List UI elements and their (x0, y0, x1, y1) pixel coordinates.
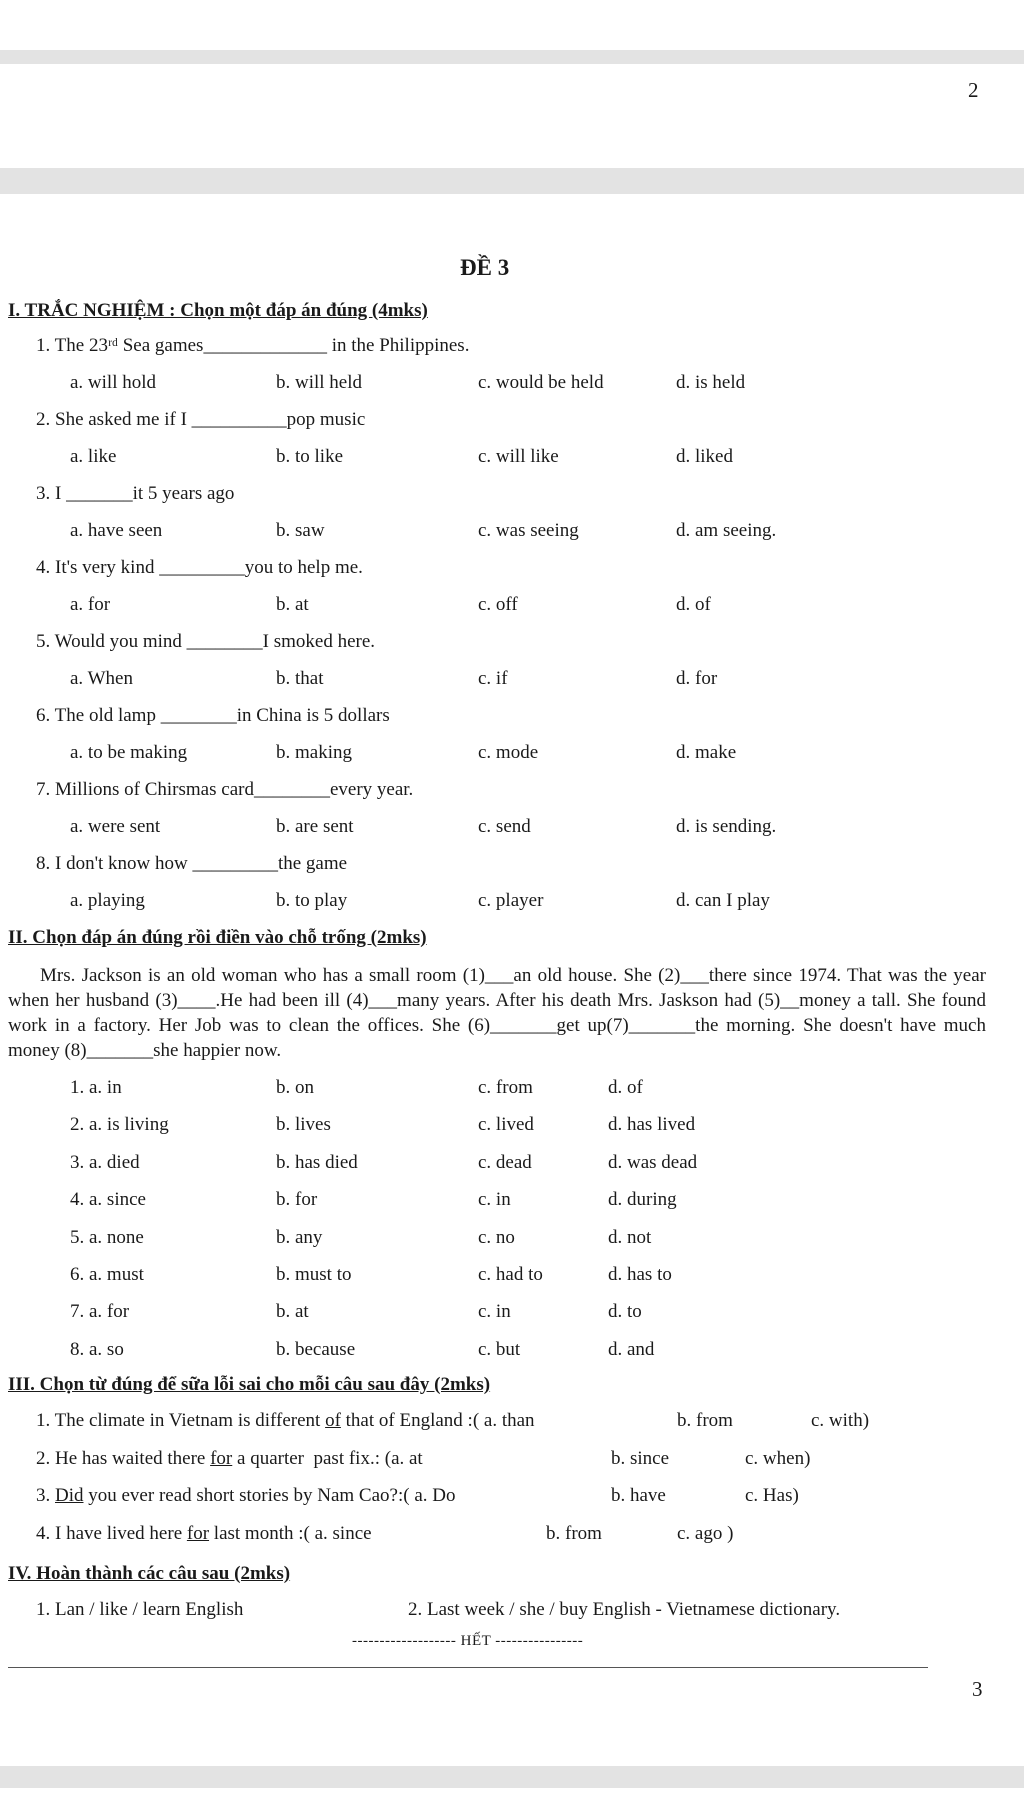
sentence-part: that of England :( a. than (340, 1410, 535, 1431)
passage-option: c. from (478, 1077, 533, 1098)
passage-option: d. has to (608, 1264, 672, 1285)
sentence-part: you ever read short stories by Nam Cao?:( a. Do (83, 1485, 456, 1506)
exam-title: ĐỀ 3 (460, 255, 510, 280)
question-option: b. are sent (276, 816, 354, 837)
question-option: b. saw (276, 520, 325, 541)
error-word: Did (55, 1485, 84, 1506)
correction-option-b: b. from (546, 1522, 602, 1544)
passage-text: Mrs. Jackson is an old woman who has a small room (1)___an old house. She (2)___there since 1974. That was the year when her husband (3)____.He had been ill (4)___many years. After his death Mrs. Jaskson had (5)__money a tall. She found work in a factory. Her Job was to clean the offices. She (6)_______get up(7)_______the morning. She doesn't have much money (8)_______she happier now. (8, 965, 986, 1061)
question-option: b. will held (276, 372, 363, 393)
section1-heading: I. TRẮC NGHIỆM : Chọn một đáp án đúng (4mks) (8, 300, 428, 321)
passage-option: c. dead (478, 1151, 532, 1173)
question-stem: 3. I _______it 5 years ago (36, 483, 235, 504)
correction-option-b: b. from (677, 1410, 733, 1431)
question-option: a. When (70, 668, 133, 689)
passage-option: 3. a. died (70, 1151, 140, 1173)
question-option: d. is held (676, 372, 746, 393)
passage-option: d. to (608, 1301, 642, 1323)
correction-sentence (36, 1410, 535, 1432)
question-option: c. send (478, 816, 531, 837)
correction-option-b: b. since (611, 1447, 670, 1469)
passage-option: b. must to (276, 1264, 352, 1285)
question-option: c. off (478, 594, 518, 615)
passage-option: b. lives (276, 1114, 331, 1136)
bottom-gray-band (0, 1766, 1024, 1788)
passage-option: 1. a. in (70, 1077, 122, 1098)
passage-option: d. of (608, 1077, 643, 1098)
error-word: for (210, 1447, 233, 1469)
passage-option: 5. a. none (70, 1226, 144, 1248)
correction-option-c: c. with) (811, 1410, 870, 1431)
passage-option: b. has died (276, 1151, 358, 1173)
question-option: d. make (676, 742, 737, 763)
question-option: c. player (478, 890, 544, 911)
error-word: for (186, 1522, 210, 1544)
section3-heading: III. Chọn từ đúng để sữa lỗi sai cho mỗi câu sau đây (2mks) (8, 1374, 491, 1395)
page-gap-band (0, 168, 1024, 194)
correction-option-c: c. ago ) (677, 1522, 734, 1544)
question-option: b. to play (276, 890, 348, 911)
correction-option-b: b. have (611, 1485, 666, 1506)
passage-option: b. at (276, 1301, 309, 1323)
passage-option: d. was dead (608, 1151, 698, 1173)
question-option: b. making (276, 742, 352, 763)
section4-heading: IV. Hoàn thành các câu sau (2mks) (8, 1563, 291, 1584)
question-stem: 1. The 23ʳᵈ Sea games_____________ in the Philippines. (36, 335, 470, 356)
page-number-bottom: 3 (972, 1677, 983, 1701)
sentence-part: 3. (36, 1485, 55, 1506)
question-option: a. playing (70, 890, 145, 911)
top-gray-band (0, 50, 1024, 64)
question-stem: 2. She asked me if I __________pop music (36, 409, 366, 430)
passage-option: c. had to (478, 1264, 543, 1285)
sentence-part: 1. The climate in Vietnam is different (36, 1410, 326, 1431)
bottom-rule (8, 1667, 928, 1668)
question-option: d. am seeing. (676, 520, 777, 541)
passage-option: 2. a. is living (70, 1114, 169, 1136)
section2-passage (8, 963, 986, 1063)
question-option: c. will like (478, 446, 559, 467)
passage-option: d. during (608, 1189, 677, 1211)
question-option: b. that (276, 668, 324, 689)
question-option: a. were sent (70, 816, 161, 837)
question-option: b. to like (276, 446, 344, 467)
question-option: a. have seen (70, 520, 163, 541)
question-option: d. liked (676, 446, 733, 467)
passage-option: 7. a. for (70, 1301, 130, 1323)
question-option: a. like (70, 446, 117, 467)
correction-option-c: c. when) (745, 1447, 811, 1469)
correction-sentence (36, 1523, 372, 1545)
question-option: a. for (70, 594, 111, 615)
section4-question-2: 2. Last week / she / buy English - Vietnamese dictionary. (408, 1599, 841, 1620)
sentence-part: last month :( a. since (209, 1522, 372, 1544)
passage-option: d. not (608, 1226, 652, 1248)
question-stem: 6. The old lamp ________in China is 5 dollars (36, 705, 390, 726)
question-stem: 7. Millions of Chirsmas card________every year. (36, 779, 414, 800)
passage-option: 4. a. since (70, 1189, 146, 1211)
question-stem: 8. I don't know how _________the game (36, 853, 348, 874)
passage-option: c. in (478, 1189, 511, 1211)
passage-option: c. no (478, 1226, 515, 1248)
sentence-part: 2. He has waited there (36, 1447, 211, 1469)
passage-option: c. lived (478, 1114, 534, 1136)
correction-sentence (36, 1485, 455, 1507)
correction-sentence (36, 1448, 423, 1470)
passage-option: 8. a. so (70, 1338, 124, 1360)
error-word: of (325, 1410, 341, 1431)
question-option: d. can I play (676, 890, 770, 911)
sentence-part: 4. I have lived here (36, 1522, 187, 1544)
passage-option: c. in (478, 1301, 511, 1323)
passage-option: c. but (478, 1338, 521, 1360)
passage-option: b. because (276, 1338, 356, 1360)
question-option: d. is sending. (676, 816, 777, 837)
section2-heading: II. Chọn đáp án đúng rồi điền vào chỗ trống (2mks) (8, 927, 427, 948)
section4-question-1: 1. Lan / like / learn English (36, 1599, 244, 1620)
passage-option: 6. a. must (70, 1264, 144, 1285)
passage-option: b. any (276, 1226, 323, 1248)
question-option: a. will hold (70, 372, 157, 393)
question-option: b. at (276, 594, 309, 615)
passage-option: d. and (608, 1338, 655, 1360)
question-stem: 4. It's very kind _________you to help me. (36, 557, 363, 578)
question-option: c. would be held (478, 372, 604, 393)
page-number-top: 2 (968, 78, 979, 102)
question-option: a. to be making (70, 742, 188, 763)
end-marker: ------------------- HẾT ---------------- (352, 1633, 584, 1649)
passage-option: d. has lived (608, 1114, 696, 1136)
passage-option: b. for (276, 1189, 318, 1211)
passage-option: b. on (276, 1077, 314, 1098)
question-option: c. mode (478, 742, 539, 763)
question-option: c. was seeing (478, 520, 579, 541)
question-option: d. for (676, 668, 718, 689)
sentence-part: a quarter past fix.: (a. at (232, 1447, 423, 1469)
question-stem: 5. Would you mind ________I smoked here. (36, 631, 376, 652)
correction-option-c: c. Has) (745, 1485, 799, 1506)
question-option: c. if (478, 668, 508, 689)
question-option: d. of (676, 594, 711, 615)
